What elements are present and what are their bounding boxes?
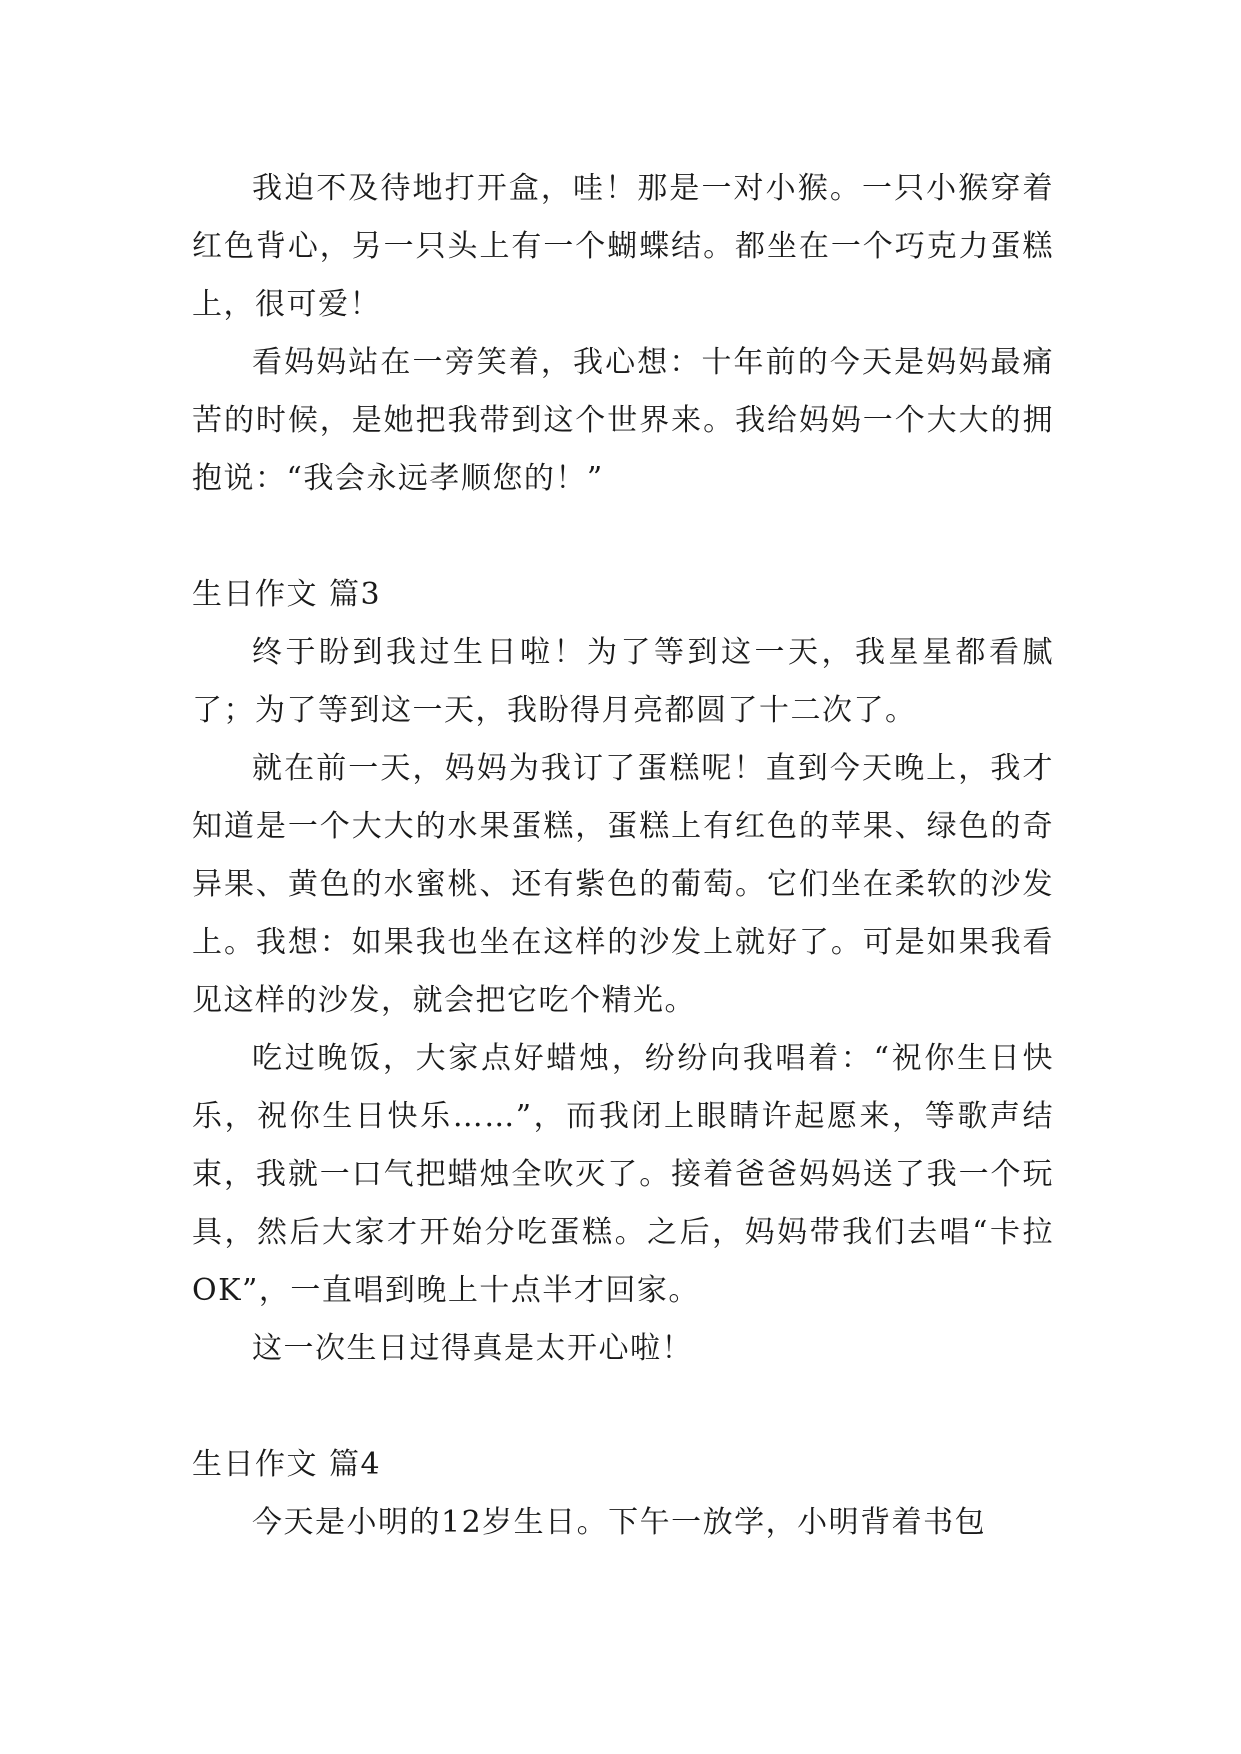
paragraph: 终于盼到我过生日啦！为了等到这一天，我星星都看腻了；为了等到这一天，我盼得月亮都圆了十二次了。: [192, 635, 1054, 728]
paragraph: 这一次生日过得真是太开心啦！: [252, 1331, 693, 1366]
section-gap: [192, 508, 1054, 566]
paragraph: 吃过晚饭，大家点好蜡烛，纷纷向我唱着：“祝你生日快乐，祝你生日快乐……”，而我闭上眼睛许起愿来，等歌声结束，我就一口气把蜡烛全吹灭了。接着爸爸妈妈送了我一个玩具，然后大家才开始分吃蛋糕。之后，妈妈带我们去唱“卡拉OK”，一直唱到晚上十点半才回家。: [192, 1041, 1054, 1308]
document-body: [192, 160, 1054, 1552]
section-gap: [192, 1378, 1054, 1436]
paragraph: 看妈妈站在一旁笑着，我心想：十年前的今天是妈妈最痛苦的时候，是她把我带到这个世界来。我给妈妈一个大大的拥抱说：“我会永远孝顺您的！”: [192, 345, 1054, 496]
section-heading-3: 生日作文 篇3: [192, 577, 382, 612]
paragraph: 我迫不及待地打开盒，哇！那是一对小猴。一只小猴穿着红色背心，另一只头上有一个蝴蝶结。都坐在一个巧克力蛋糕上，很可爱！: [192, 171, 1054, 322]
paragraph: 今天是小明的12岁生日。下午一放学，小明背着书包: [252, 1505, 987, 1540]
section-heading-4: 生日作文 篇4: [192, 1447, 382, 1482]
paragraph: 就在前一天，妈妈为我订了蛋糕呢！直到今天晚上，我才知道是一个大大的水果蛋糕，蛋糕上有红色的苹果、绿色的奇异果、黄色的水蜜桃、还有紫色的葡萄。它们坐在柔软的沙发上。我想：如果我也坐在这样的沙发上就好了。可是如果我看见这样的沙发，就会把它吃个精光。: [192, 751, 1054, 1018]
